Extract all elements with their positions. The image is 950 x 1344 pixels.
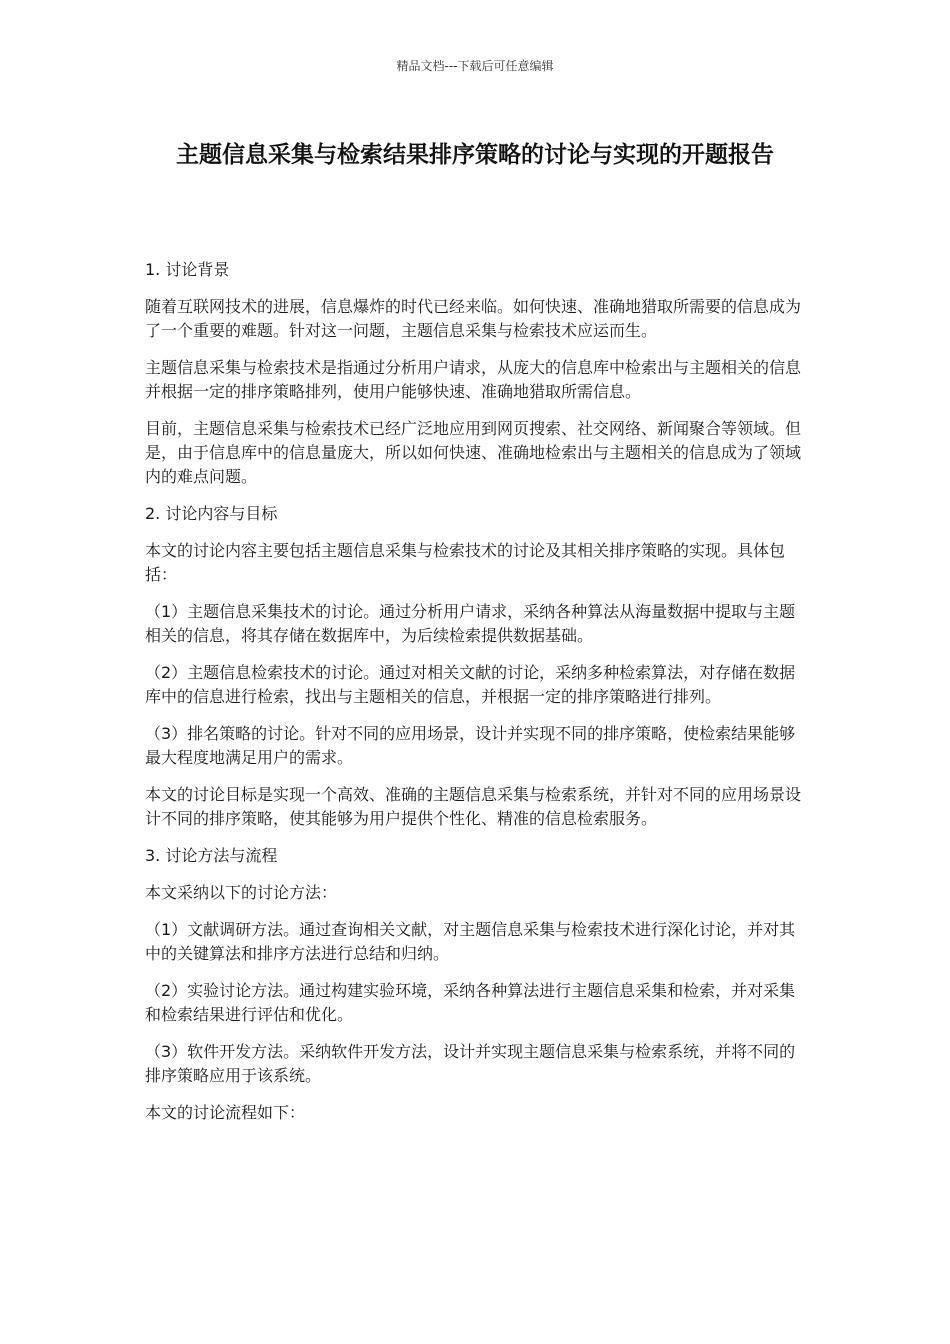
paragraph: 本文的讨论流程如下： (145, 1103, 306, 1122)
section-heading-methods: 3. 讨论方法与流程 (145, 846, 278, 865)
paragraph: 目前，主题信息采集与检索技术已经广泛地应用到网页搜索、社交网络、新闻聚合等领域。但是，由于信息库中的信息量庞大，所以如何快速、准确地检索出与主题相关的信息成为了领域内的难点问题。 (145, 419, 802, 486)
document-title: 主题信息采集与检索结果排序策略的讨论与实现的开题报告 (176, 142, 774, 168)
list-item: （2）实验讨论方法。通过构建实验环境，采纳各种算法进行主题信息采集和检索，并对采集和检索结果进行评估和优化。 (145, 981, 796, 1024)
list-item: （1）文献调研方法。通过查询相关文献，对主题信息采集与检索技术进行深化讨论，并对其中的关键算法和排序方法进行总结和归纳。 (145, 920, 796, 963)
section-heading-content-goals: 2. 讨论内容与目标 (145, 504, 278, 523)
document-body (145, 258, 807, 1138)
section-heading-background: 1. 讨论背景 (145, 260, 230, 279)
paragraph: 本文采纳以下的讨论方法： (145, 883, 338, 902)
paragraph: 主题信息采集与检索技术是指通过分析用户请求，从庞大的信息库中检索出与主题相关的信息并根据一定的排序策略排列，使用户能够快速、准确地猎取所需信息。 (145, 358, 802, 401)
list-item: （3）软件开发方法。采纳软件开发方法，设计并实现主题信息采集与检索系统，并将不同的排序策略应用于该系统。 (145, 1042, 796, 1085)
paragraph: 本文的讨论目标是实现一个高效、准确的主题信息采集与检索系统，并针对不同的应用场景设计不同的排序策略，使其能够为用户提供个性化、精准的信息检索服务。 (145, 785, 802, 828)
list-item: （1）主题信息采集技术的讨论。通过分析用户请求，采纳各种算法从海量数据中提取与主题相关的信息，将其存储在数据库中，为后续检索提供数据基础。 (145, 602, 796, 645)
page-header: 精品文档---下载后可任意编辑 (396, 59, 554, 73)
list-item: （3）排名策略的讨论。针对不同的应用场景，设计并实现不同的排序策略，使检索结果能够最大程度地满足用户的需求。 (145, 724, 796, 767)
list-item: （2）主题信息检索技术的讨论。通过对相关文献的讨论，采纳多种检索算法，对存储在数据库中的信息进行检索，找出与主题相关的信息，并根据一定的排序策略进行排列。 (145, 663, 796, 706)
paragraph: 随着互联网技术的进展，信息爆炸的时代已经来临。如何快速、准确地猎取所需要的信息成为了一个重要的难题。针对这一问题，主题信息采集与检索技术应运而生。 (145, 297, 802, 340)
paragraph: 本文的讨论内容主要包括主题信息采集与检索技术的讨论及其相关排序策略的实现。具体包括： (145, 541, 786, 584)
